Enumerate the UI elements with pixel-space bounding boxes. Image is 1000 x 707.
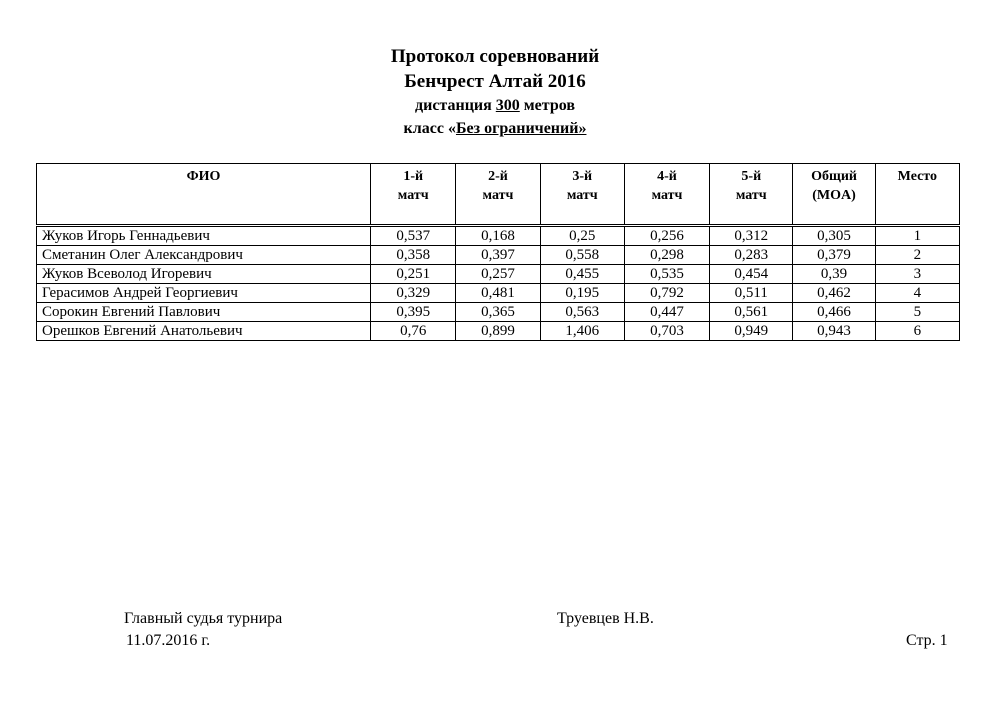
cell-total: 0,305: [793, 227, 875, 246]
cell-match-4: 0,447: [624, 303, 709, 322]
cell-place: 3: [875, 265, 959, 284]
cell-match-1: 0,76: [371, 322, 456, 341]
cell-match-5: 0,561: [710, 303, 793, 322]
header-total-line2: (MOA): [812, 188, 856, 203]
cell-match-2: 0,365: [456, 303, 540, 322]
distance-line: [0, 94, 990, 117]
table-row: [37, 265, 960, 284]
results-header-table: [36, 163, 960, 225]
cell-match-3: 0,195: [540, 284, 624, 303]
header-row: [37, 164, 960, 225]
header-match-4-line1: 4-й: [657, 169, 677, 184]
results-table: [36, 226, 960, 341]
header-total-line1: Общий: [811, 169, 857, 184]
cell-match-2: 0,397: [456, 246, 540, 265]
event-name: Бенчрест Алтай 2016: [404, 71, 586, 92]
cell-name: Сметанин Олег Александрович: [37, 246, 371, 265]
header-total: [793, 164, 875, 225]
class-line: [0, 117, 990, 140]
header-match-5-line2: матч: [735, 188, 767, 203]
document-title: Протокол соревнований: [390, 46, 600, 67]
header-place: [875, 164, 959, 225]
cell-match-4: 0,792: [624, 284, 709, 303]
cell-match-4: 0,535: [624, 265, 709, 284]
header-match-5-line1: 5-й: [741, 169, 762, 184]
table-row: [37, 246, 960, 265]
cell-total: 0,39: [793, 265, 875, 284]
header-match-2-line1: 2-й: [488, 169, 508, 184]
cell-match-2: 0,899: [456, 322, 540, 341]
cell-match-4: 0,298: [624, 246, 709, 265]
distance-prefix: дистанция: [415, 97, 496, 114]
cell-match-4: 0,703: [624, 322, 709, 341]
header-match-1: [371, 164, 456, 225]
class-prefix: класс «: [403, 120, 456, 137]
cell-total: 0,462: [793, 284, 875, 303]
header-match-3-line2: матч: [566, 188, 598, 203]
cell-total: 0,466: [793, 303, 875, 322]
cell-match-1: 0,537: [371, 227, 456, 246]
cell-name: Орешков Евгений Анатольевич: [37, 322, 371, 341]
cell-match-3: 0,558: [540, 246, 624, 265]
judge-label: Главный судья турнира: [124, 610, 283, 627]
document-title-block: [0, 44, 990, 140]
cell-match-1: 0,395: [371, 303, 456, 322]
cell-match-5: 0,511: [710, 284, 793, 303]
cell-place: 1: [875, 227, 959, 246]
distance-value: 300: [495, 97, 520, 114]
header-place-line1: Место: [897, 169, 937, 184]
cell-match-3: 0,25: [540, 227, 624, 246]
cell-place: 2: [875, 246, 959, 265]
header-match-5: [710, 164, 793, 225]
cell-name: Герасимов Андрей Георгиевич: [37, 284, 371, 303]
page-number: Стр. 1: [906, 632, 948, 649]
judge-name: Труевцев Н.В.: [557, 610, 654, 627]
cell-match-3: 1,406: [540, 322, 624, 341]
cell-match-2: 0,257: [456, 265, 540, 284]
header-match-3-line1: 3-й: [572, 169, 593, 184]
header-match-1-line2: матч: [397, 188, 429, 203]
distance-suffix: метров: [519, 97, 575, 114]
header-match-1-line1: 1-й: [403, 169, 424, 184]
cell-match-1: 0,251: [371, 265, 456, 284]
cell-match-3: 0,563: [540, 303, 624, 322]
table-row: [37, 303, 960, 322]
cell-match-5: 0,283: [710, 246, 793, 265]
table-row: [37, 227, 960, 246]
cell-match-5: 0,312: [710, 227, 793, 246]
header-match-3: [540, 164, 624, 225]
cell-name: Жуков Игорь Геннадьевич: [37, 227, 371, 246]
table-row: [37, 322, 960, 341]
header-match-4: [624, 164, 709, 225]
cell-total: 0,379: [793, 246, 875, 265]
cell-match-5: 0,454: [710, 265, 793, 284]
table-row: [37, 284, 960, 303]
document-date: 11.07.2016 г.: [126, 632, 211, 649]
cell-place: 6: [875, 322, 959, 341]
cell-name: Жуков Всеволод Игоревич: [37, 265, 371, 284]
cell-place: 4: [875, 284, 959, 303]
header-match-2: [456, 164, 540, 225]
header-match-2-line2: матч: [482, 188, 514, 203]
header-name-line1: ФИО: [186, 169, 221, 184]
cell-match-1: 0,358: [371, 246, 456, 265]
class-value: Без ограничений»: [455, 120, 587, 137]
cell-match-2: 0,168: [456, 227, 540, 246]
cell-match-5: 0,949: [710, 322, 793, 341]
header-match-4-line2: матч: [651, 188, 683, 203]
cell-match-4: 0,256: [624, 227, 709, 246]
header-name: [37, 164, 371, 225]
cell-total: 0,943: [793, 322, 875, 341]
cell-match-2: 0,481: [456, 284, 540, 303]
cell-match-3: 0,455: [540, 265, 624, 284]
cell-place: 5: [875, 303, 959, 322]
cell-name: Сорокин Евгений Павлович: [37, 303, 371, 322]
cell-match-1: 0,329: [371, 284, 456, 303]
